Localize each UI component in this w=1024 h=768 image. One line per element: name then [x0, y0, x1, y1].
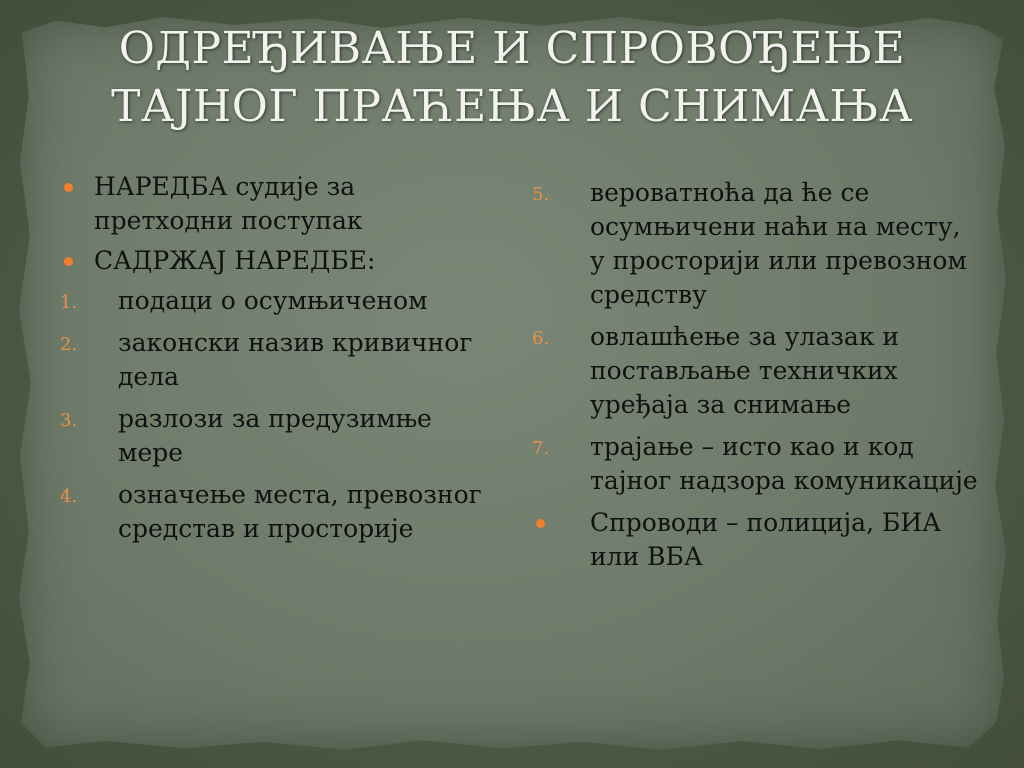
item-number: 6.: [532, 328, 550, 349]
bullet-dot-icon: [64, 183, 73, 192]
item-number: 2.: [60, 334, 78, 355]
item-text: законски назив кривичног дела: [118, 328, 473, 391]
numbered-item: [530, 320, 980, 422]
title-line-1: ОДРЕЂИВАЊЕ И СПРОВОЂЕЊЕ: [118, 23, 906, 74]
bullet-dot-icon: [64, 257, 73, 266]
bullet-item: [58, 170, 498, 238]
numbered-item: [58, 326, 498, 394]
bullet-item: [530, 506, 980, 574]
item-text: вероватноћа да ће се осумњичени наћи на месту, у просторији или превозном средству: [590, 178, 967, 309]
numbered-item: [58, 284, 498, 318]
bullet-text: НАРЕДБА судије за претходни поступак: [94, 172, 363, 235]
item-number: 3.: [60, 410, 78, 431]
item-text: овлашћење за улазак и постављање техничких уређаја за снимање: [590, 322, 900, 419]
bullet-item: [58, 244, 498, 278]
numbered-item: [58, 478, 498, 546]
item-text: разлози за предузимње мере: [118, 404, 432, 467]
item-number: 5.: [532, 184, 550, 205]
slide-title: [60, 20, 964, 136]
item-number: 7.: [532, 438, 550, 459]
title-line-2: ТАЈНОГ ПРАЋЕЊА И СНИМАЊА: [111, 81, 913, 132]
left-column: [58, 170, 498, 554]
bullet-dot-icon: [536, 519, 545, 528]
item-text: означење места, превозног средстав и просторије: [118, 480, 482, 543]
item-number: 1.: [60, 292, 78, 313]
item-text: трајање – исто као и код тајног надзора комуникације: [590, 432, 978, 495]
bullet-text: Спроводи – полиција, БИА или ВБА: [590, 508, 942, 571]
numbered-item: [58, 402, 498, 470]
item-number: 4.: [60, 486, 78, 507]
numbered-item: [530, 176, 980, 312]
right-column: [530, 176, 980, 580]
numbered-item: [530, 430, 980, 498]
bullet-text: САДРЖАЈ НАРЕДБЕ:: [94, 246, 376, 275]
item-text: подаци о осумњиченом: [118, 286, 428, 315]
